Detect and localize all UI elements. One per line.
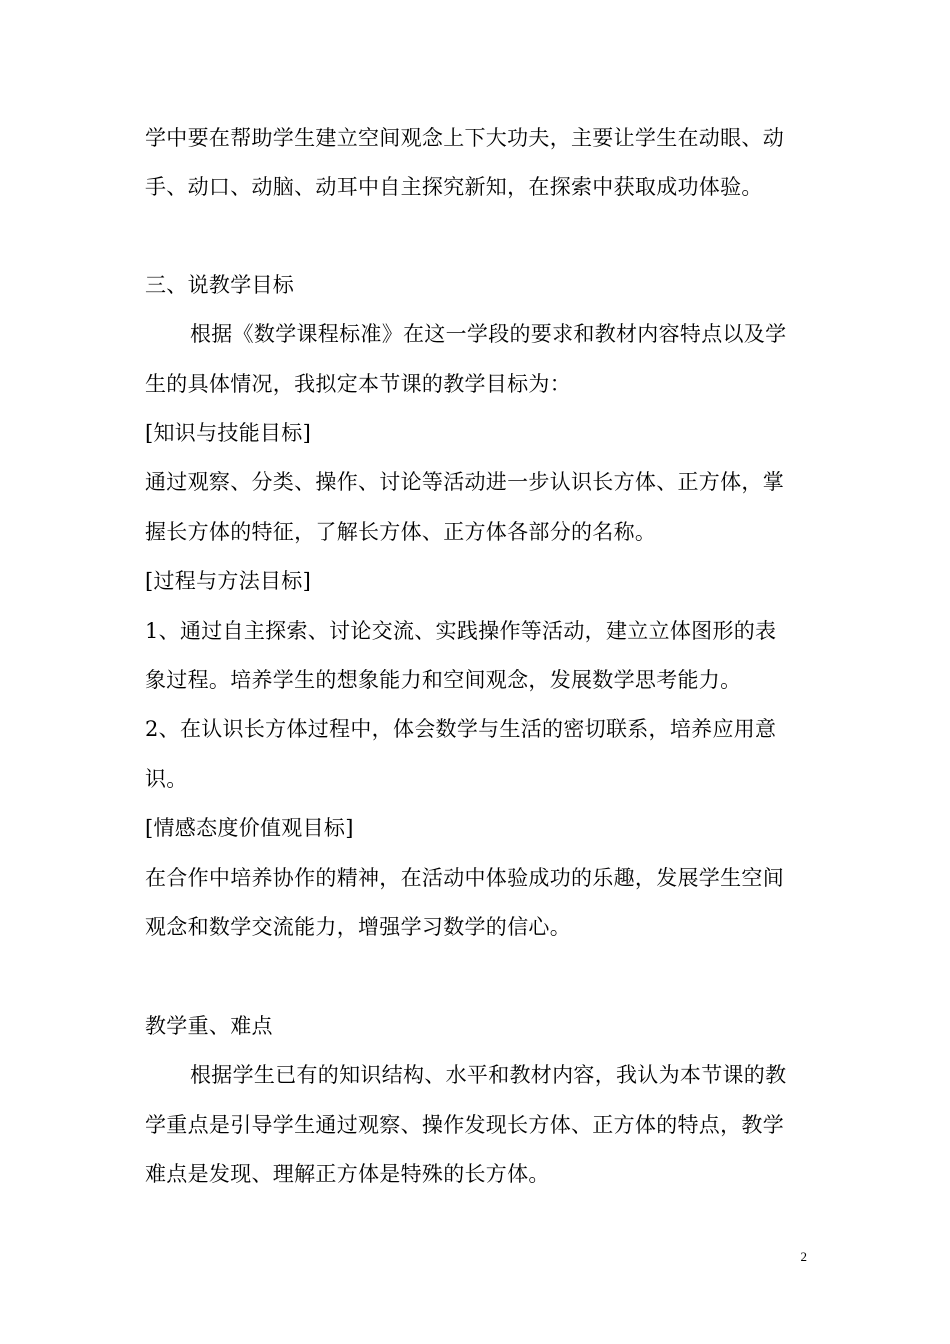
subheading: [知识与技能目标] [145, 421, 312, 445]
text-line: 生的具体情况，我拟定本节课的教学目标为： [145, 372, 571, 396]
text-line: 学中要在帮助学生建立空间观念上下大功夫，主要让学生在动眼、动 [145, 126, 784, 150]
page-number: 2 [800, 1249, 807, 1264]
text-line: 难点是发现、理解正方体是特殊的长方体。 [145, 1162, 550, 1186]
section-heading: 三、说教学目标 [145, 273, 295, 297]
text-line: 握长方体的特征，了解长方体、正方体各部分的名称。 [145, 520, 657, 544]
paragraph-first-line: 根据《数学课程标准》在这一学段的要求和教材内容特点以及学 [190, 322, 787, 346]
text-line: 2、在认识长方体过程中，体会数学与生活的密切联系，培养应用意 [145, 717, 777, 741]
text-line: 象过程。培养学生的想象能力和空间观念，发展数学思考能力。 [145, 668, 742, 692]
subheading: [情感态度价值观目标] [145, 816, 354, 840]
text-line: 通过观察、分类、操作、讨论等活动进一步认识长方体、正方体，掌 [145, 470, 784, 494]
subheading: [过程与方法目标] [145, 569, 312, 593]
text-line: 1、通过自主探索、讨论交流、实践操作等活动，建立立体图形的表 [145, 619, 777, 643]
text-line: 在合作中培养协作的精神，在活动中体验成功的乐趣，发展学生空间 [145, 866, 784, 890]
text-line: 识。 [145, 767, 188, 791]
text-line: 手、动口、动脑、动耳中自主探究新知，在探索中获取成功体验。 [145, 175, 763, 199]
text-line: 学重点是引导学生通过观察、操作发现长方体、正方体的特点，教学 [145, 1113, 784, 1137]
text-line: 观念和数学交流能力，增强学习数学的信心。 [145, 915, 571, 939]
section-heading: 教学重、难点 [145, 1014, 273, 1038]
paragraph-first-line: 根据学生已有的知识结构、水平和教材内容，我认为本节课的教 [190, 1063, 787, 1087]
